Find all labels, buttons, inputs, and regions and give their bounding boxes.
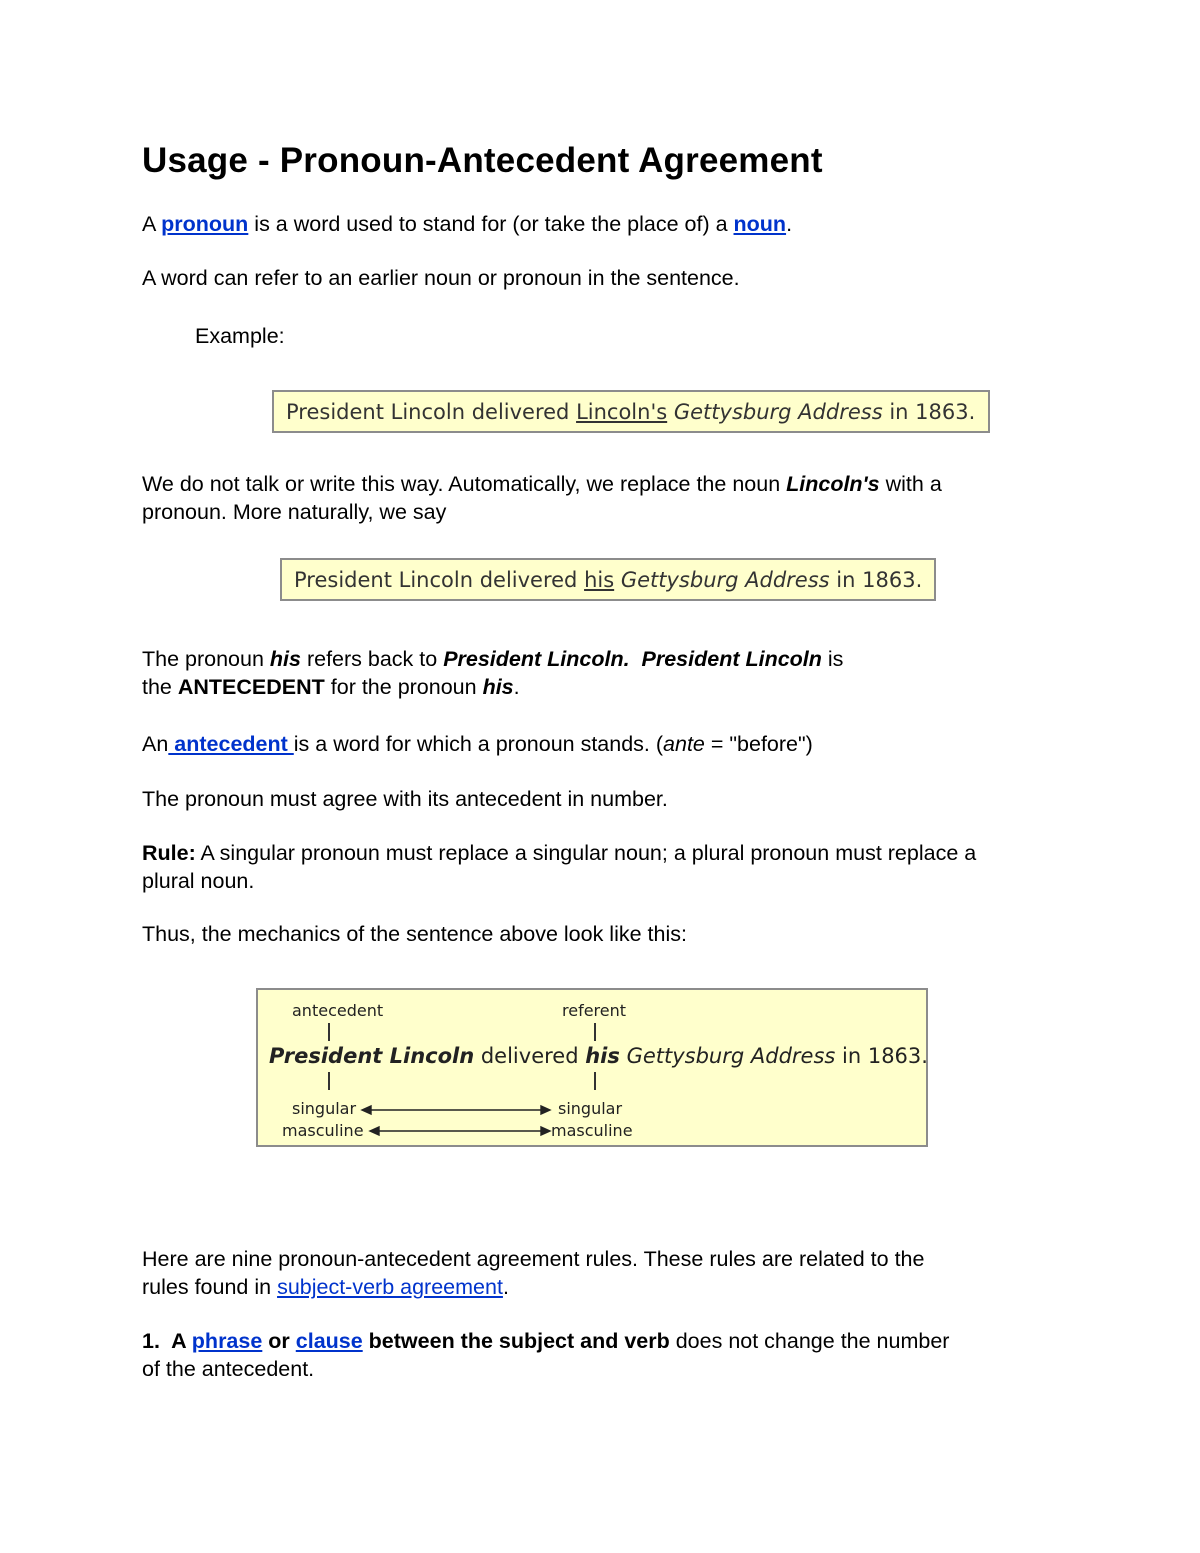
- example-sentence-2: President Lincoln delivered his Gettysburg Address in 1863.: [294, 568, 923, 592]
- right-gender-label: masculine: [551, 1121, 633, 1140]
- antecedent-label: antecedent: [292, 1001, 384, 1020]
- mechanics-diagram: [256, 988, 928, 1147]
- left-number-label: singular: [292, 1099, 357, 1118]
- gender-arrow-left-head: [370, 1127, 379, 1135]
- referent-label: referent: [562, 1001, 627, 1020]
- example-sentence-1: President Lincoln delivered Lincoln's Gettysburg Address in 1863.: [286, 400, 976, 424]
- pronoun-definition: A pronoun is a word used to stand for (or take the place of) a noun.: [142, 212, 793, 236]
- page-title: Usage - Pronoun-Antecedent Agreement: [142, 141, 823, 180]
- agreement-arrows: [258, 990, 926, 1145]
- number-arrow-left-head: [362, 1106, 371, 1114]
- subject-verb-agreement-link[interactable]: subject-verb agreement: [277, 1275, 503, 1299]
- replace-paragraph: We do not talk or write this way. Automatically, we replace the noun Lincoln's with a pronoun. More naturally, we say: [142, 472, 942, 524]
- rule-1: 1. A phrase or clause between the subject and verb does not change the number of the antecedent.: [142, 1329, 950, 1381]
- agreement-paragraph: The pronoun must agree with its antecedent in number.: [142, 787, 668, 811]
- antecedent-definition: An antecedent is a word for which a pronoun stands. (ante = "before"): [142, 732, 813, 756]
- phrase-link[interactable]: phrase: [191, 1329, 263, 1353]
- clause-link[interactable]: clause: [295, 1329, 363, 1353]
- antecedent-link[interactable]: antecedent: [168, 732, 294, 756]
- example-label: Example:: [195, 324, 285, 348]
- noun-link[interactable]: noun: [733, 212, 787, 236]
- number-arrow-right-head: [541, 1106, 550, 1114]
- mechanics-paragraph: Thus, the mechanics of the sentence above look like this:: [142, 922, 687, 946]
- example-box-1: [272, 390, 990, 433]
- reference-paragraph: A word can refer to an earlier noun or pronoun in the sentence.: [142, 266, 740, 290]
- rule-paragraph: Rule: A singular pronoun must replace a singular noun; a plural pronoun must replace a plural noun.: [142, 841, 977, 893]
- antecedent-explanation: The pronoun his refers back to President Lincoln. President Lincoln is the ANTECEDENT for the pronoun his.: [142, 647, 844, 699]
- left-gender-label: masculine: [282, 1121, 364, 1140]
- right-number-label: singular: [558, 1099, 623, 1118]
- gender-arrow-right-head: [541, 1127, 550, 1135]
- example-box-2: [280, 558, 936, 601]
- nine-rules-paragraph: Here are nine pronoun-antecedent agreement rules. These rules are related to the rules found in subject-verb agreement.: [142, 1247, 925, 1299]
- pronoun-link[interactable]: pronoun: [161, 212, 249, 236]
- diagram-sentence: President Lincoln delivered his Gettysburg Address in 1863.: [269, 1044, 928, 1068]
